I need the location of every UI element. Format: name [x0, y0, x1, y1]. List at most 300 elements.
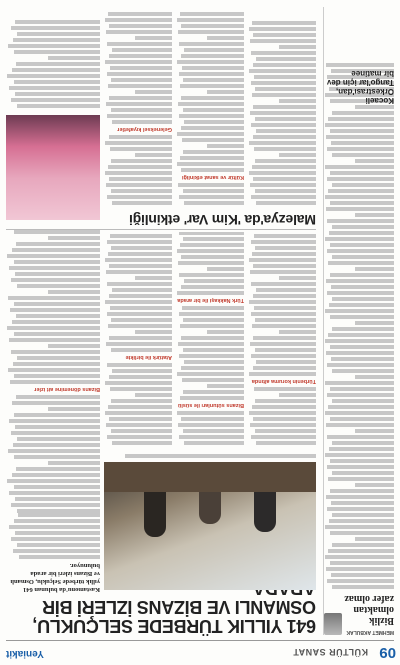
text-line — [111, 348, 172, 352]
text-line — [8, 44, 100, 48]
text-line — [9, 86, 100, 90]
text-line — [180, 84, 244, 88]
text-line — [183, 189, 244, 193]
text-line — [249, 372, 316, 376]
text-line — [326, 207, 394, 211]
section-title: KÜLTÜR SANAT — [292, 647, 368, 657]
text-line — [13, 362, 100, 366]
text-line — [108, 252, 172, 256]
text-line — [250, 270, 316, 274]
text-line — [331, 357, 394, 361]
text-line — [14, 455, 100, 459]
text-line — [183, 78, 244, 82]
text-line — [326, 423, 394, 427]
text-line — [356, 321, 395, 325]
text-line — [254, 234, 316, 238]
text-line — [181, 168, 244, 172]
text-line — [253, 366, 316, 370]
text-line — [330, 387, 394, 391]
text-line — [177, 162, 244, 166]
text-line — [331, 285, 394, 289]
text-line — [179, 354, 244, 358]
text-line — [109, 294, 172, 298]
text-line — [252, 165, 316, 169]
text-line — [14, 80, 100, 84]
text-line — [10, 380, 100, 384]
text-line — [7, 74, 100, 78]
text-line — [332, 327, 394, 331]
text-line — [330, 345, 394, 349]
text-line — [111, 108, 172, 112]
subheading: Atatürk ile birlikte — [125, 354, 172, 360]
text-line — [112, 201, 172, 205]
text-line — [279, 99, 316, 103]
text-line — [14, 332, 100, 336]
text-line — [326, 567, 394, 571]
text-line — [279, 45, 316, 49]
text-line — [253, 105, 316, 109]
text-line — [48, 290, 100, 294]
text-line — [325, 411, 394, 415]
text-line — [105, 258, 172, 262]
text-line — [329, 519, 394, 523]
text-line — [135, 90, 172, 94]
text-line — [8, 368, 100, 372]
text-line — [327, 249, 394, 253]
text-line — [332, 369, 394, 373]
text-line — [180, 12, 244, 16]
text-line — [332, 441, 394, 445]
text-line — [109, 375, 172, 379]
text-line — [328, 579, 395, 583]
text-line — [279, 153, 316, 157]
text-line — [9, 419, 100, 423]
text-line — [10, 308, 100, 312]
text-line — [330, 129, 394, 133]
text-line — [184, 48, 244, 52]
text-line — [250, 183, 316, 187]
text-line — [255, 399, 316, 403]
text-line — [356, 159, 395, 163]
text-line — [105, 171, 172, 175]
text-line — [181, 24, 244, 28]
text-line — [48, 344, 100, 348]
text-line — [330, 243, 394, 247]
text-line — [184, 360, 244, 364]
text-line — [249, 141, 316, 145]
text-line — [178, 102, 244, 106]
text-line — [356, 429, 395, 433]
text-line — [253, 63, 316, 67]
text-line — [325, 237, 394, 241]
text-line — [250, 111, 316, 115]
text-line — [11, 98, 100, 102]
text-line — [11, 278, 100, 282]
text-line — [254, 387, 316, 391]
text-line — [14, 50, 100, 54]
page-header — [6, 640, 394, 661]
text-line — [9, 525, 100, 529]
text-line — [253, 264, 316, 268]
text-line — [255, 246, 316, 250]
text-line — [9, 491, 100, 495]
text-line — [328, 363, 395, 367]
text-line — [251, 312, 316, 316]
text-line — [251, 354, 316, 358]
text-line — [330, 273, 394, 277]
text-line — [14, 413, 100, 417]
text-line — [332, 513, 394, 517]
second-headline: Malezya'da 'Kim Var' etkinliği — [129, 212, 316, 228]
text-line — [111, 189, 172, 193]
text-line — [135, 330, 172, 334]
text-line — [249, 27, 316, 31]
text-line — [182, 306, 244, 310]
text-line — [13, 38, 100, 42]
text-line — [7, 326, 100, 330]
text-line — [325, 381, 394, 385]
text-line — [179, 195, 244, 199]
text-line — [279, 276, 316, 280]
text-line — [12, 401, 100, 405]
text-line — [180, 396, 244, 400]
text-line — [328, 291, 395, 295]
text-line — [253, 417, 316, 421]
text-line — [330, 531, 394, 535]
text-line — [328, 405, 394, 409]
text-line — [48, 461, 100, 465]
text-line — [180, 324, 244, 328]
text-line — [11, 537, 100, 541]
text-line — [16, 314, 100, 318]
text-line — [16, 242, 100, 246]
text-line — [329, 231, 394, 235]
text-line — [207, 330, 244, 334]
text-line — [329, 447, 394, 451]
text-line — [252, 405, 316, 409]
text-line — [250, 342, 316, 346]
text-line — [325, 165, 394, 169]
text-line — [326, 351, 394, 355]
text-line — [256, 129, 316, 133]
text-line — [328, 507, 395, 511]
text-line — [14, 374, 100, 378]
text-line — [254, 75, 316, 79]
text-line — [111, 429, 172, 433]
text-line — [178, 183, 244, 187]
text-line — [179, 312, 244, 316]
text-line — [177, 372, 244, 376]
text-line — [255, 117, 316, 121]
page-number: 09 — [379, 644, 396, 661]
second-article-side — [6, 10, 100, 110]
text-line — [249, 171, 316, 175]
text-line — [12, 473, 100, 477]
text-line — [112, 288, 172, 292]
text-line — [325, 195, 394, 199]
main-article-body — [104, 232, 316, 447]
text-line — [356, 483, 395, 487]
text-line — [325, 339, 394, 343]
text-line — [178, 30, 244, 34]
text-line — [177, 132, 244, 136]
text-line — [181, 126, 244, 130]
text-line — [327, 393, 394, 397]
text-line — [251, 282, 316, 286]
text-line — [250, 423, 316, 427]
text-line — [249, 300, 316, 304]
main-headline: 641 YILLIK TÜRBEDE SELÇUKLU, OSMANLI VE BİZANS İZLERİ BİR — [32, 597, 316, 636]
column-author: MEHMET AKBULAK — [346, 629, 394, 635]
text-line — [253, 294, 316, 298]
text-line — [177, 411, 244, 415]
text-line — [207, 36, 244, 40]
text-line — [179, 232, 244, 235]
text-line — [332, 585, 394, 589]
text-line — [179, 273, 244, 277]
text-line — [256, 57, 316, 61]
text-line — [330, 489, 394, 493]
text-line — [179, 42, 244, 46]
text-line — [177, 18, 244, 22]
text-line — [328, 219, 395, 223]
text-line — [183, 348, 244, 352]
text-line — [249, 69, 316, 73]
text-line — [251, 81, 316, 85]
text-line — [253, 135, 316, 139]
text-line — [108, 405, 172, 409]
text-line — [106, 342, 172, 346]
text-line — [17, 104, 100, 108]
text-line — [181, 366, 244, 370]
text-line — [356, 267, 395, 271]
text-line — [107, 363, 172, 367]
text-line — [105, 18, 172, 22]
text-line — [330, 561, 394, 565]
text-line — [106, 102, 172, 106]
text-line — [254, 306, 316, 310]
main-article-side — [6, 225, 100, 515]
text-line — [110, 234, 172, 238]
text-line — [19, 555, 100, 559]
text-line — [106, 30, 172, 34]
bottom-left-headline: Kocaeli Orkestrası'dan, Tango'lar için dev bir matinee — [326, 69, 394, 105]
text-line — [15, 497, 100, 501]
text-line — [328, 117, 394, 121]
text-line — [184, 279, 244, 283]
text-line — [11, 26, 100, 30]
text-line — [12, 320, 100, 324]
text-line — [183, 318, 244, 322]
text-line — [12, 68, 100, 72]
text-line — [325, 453, 394, 457]
text-line — [332, 255, 394, 259]
text-line — [183, 390, 244, 394]
text-line — [109, 177, 172, 181]
text-line — [253, 177, 316, 181]
text-line — [15, 92, 100, 96]
subheading: Bizans dönemine ait izler — [34, 386, 100, 392]
text-line — [109, 135, 172, 139]
subheading: Türbenin koruma altında — [251, 378, 316, 384]
text-line — [112, 369, 172, 373]
column-body — [324, 63, 394, 589]
text-line — [326, 495, 394, 499]
text-line — [330, 171, 394, 175]
lead-body — [8, 513, 100, 559]
text-line — [255, 348, 316, 352]
text-line — [251, 51, 316, 55]
text-line — [11, 350, 100, 354]
text-line — [111, 246, 172, 250]
text-line — [110, 66, 172, 70]
text-line — [111, 399, 172, 403]
text-line — [326, 135, 394, 139]
text-line — [14, 519, 100, 523]
text-line — [181, 54, 244, 58]
text-line — [105, 300, 172, 304]
text-line — [326, 63, 394, 67]
text-line — [107, 72, 172, 76]
text-line — [135, 36, 172, 40]
text-line — [16, 395, 100, 399]
text-line — [105, 60, 172, 64]
text-line — [325, 309, 394, 313]
text-line — [14, 230, 100, 234]
author-photo — [324, 613, 342, 635]
text-line — [255, 318, 316, 322]
text-line — [183, 150, 244, 154]
text-line — [328, 189, 394, 193]
text-line — [111, 318, 172, 322]
lead-paragraph: Kastamonu'da bulunan 641 yıllık türbede Selçuklu, Osmanlı ve Bizans izleri bir arada bulunuyor. — [10, 562, 100, 593]
text-line — [330, 417, 394, 421]
column-title: Bizlik olmaktan zafer olmaz — [344, 593, 394, 626]
text-line — [252, 324, 316, 328]
text-line — [255, 87, 316, 91]
text-line — [327, 177, 394, 181]
text-line — [249, 411, 316, 415]
text-line — [179, 72, 244, 76]
text-line — [15, 272, 100, 276]
text-line — [252, 21, 316, 25]
brand-logo: Yeniakit — [6, 648, 44, 659]
subheading: Kültür ve sanat etkinliği — [181, 174, 244, 180]
text-line — [107, 114, 172, 118]
text-line — [108, 165, 172, 169]
text-line — [112, 441, 172, 445]
text-line — [329, 303, 394, 307]
text-line — [107, 240, 172, 244]
text-line — [8, 296, 100, 300]
text-line — [16, 62, 100, 66]
text-line — [183, 237, 244, 241]
text-line — [109, 24, 172, 28]
text-line — [331, 573, 394, 577]
text-line — [109, 336, 172, 340]
text-line — [179, 114, 244, 118]
text-line — [184, 441, 244, 445]
text-line — [111, 78, 172, 82]
text-line — [110, 147, 172, 151]
text-line — [249, 258, 316, 262]
text-line — [255, 429, 316, 433]
text-line — [207, 144, 244, 148]
text-line — [182, 138, 244, 142]
text-line — [251, 240, 316, 244]
text-line — [107, 312, 172, 316]
text-line — [251, 195, 316, 199]
text-line — [112, 48, 172, 52]
text-line — [279, 330, 316, 334]
text-line — [356, 105, 395, 109]
text-line — [7, 479, 100, 483]
text-line — [110, 387, 172, 391]
text-line — [328, 477, 394, 481]
text-line — [328, 147, 395, 151]
photo-caption — [104, 451, 316, 460]
text-line — [11, 431, 100, 435]
text-line — [207, 267, 244, 271]
text-line — [256, 441, 316, 445]
text-line — [17, 284, 100, 288]
text-line — [332, 297, 394, 301]
text-line — [178, 261, 244, 265]
text-line — [184, 201, 244, 205]
text-line — [13, 549, 100, 553]
text-line — [332, 183, 394, 187]
text-line — [14, 302, 100, 306]
text-line — [177, 249, 244, 253]
text-line — [328, 333, 394, 337]
text-line — [330, 315, 394, 319]
text-line — [17, 543, 100, 547]
text-line — [331, 501, 394, 505]
text-line — [181, 336, 244, 340]
text-line — [325, 123, 394, 127]
text-line — [108, 84, 172, 88]
text-line — [109, 96, 172, 100]
text-line — [14, 485, 100, 489]
text-line — [182, 378, 244, 382]
text-line — [181, 285, 244, 289]
text-line — [111, 159, 172, 163]
subheading: Bizans sütunları ile süslü — [177, 402, 244, 408]
text-line — [106, 423, 172, 427]
text-line — [332, 153, 394, 157]
text-line — [332, 225, 394, 229]
text-line — [207, 384, 244, 388]
text-line — [253, 336, 316, 340]
text-line — [105, 381, 172, 385]
text-line — [255, 189, 316, 193]
text-line — [15, 531, 100, 535]
text-line — [356, 213, 395, 217]
text-line — [332, 399, 394, 403]
text-line — [178, 342, 244, 346]
lead-block — [8, 511, 100, 593]
text-line — [252, 252, 316, 256]
text-line — [105, 411, 172, 415]
text-line — [106, 270, 172, 274]
text-line — [7, 254, 100, 258]
text-line — [12, 248, 100, 252]
text-line — [107, 42, 172, 46]
text-line — [177, 291, 244, 295]
text-line — [256, 201, 316, 205]
text-line — [250, 39, 316, 43]
text-line — [332, 543, 394, 547]
